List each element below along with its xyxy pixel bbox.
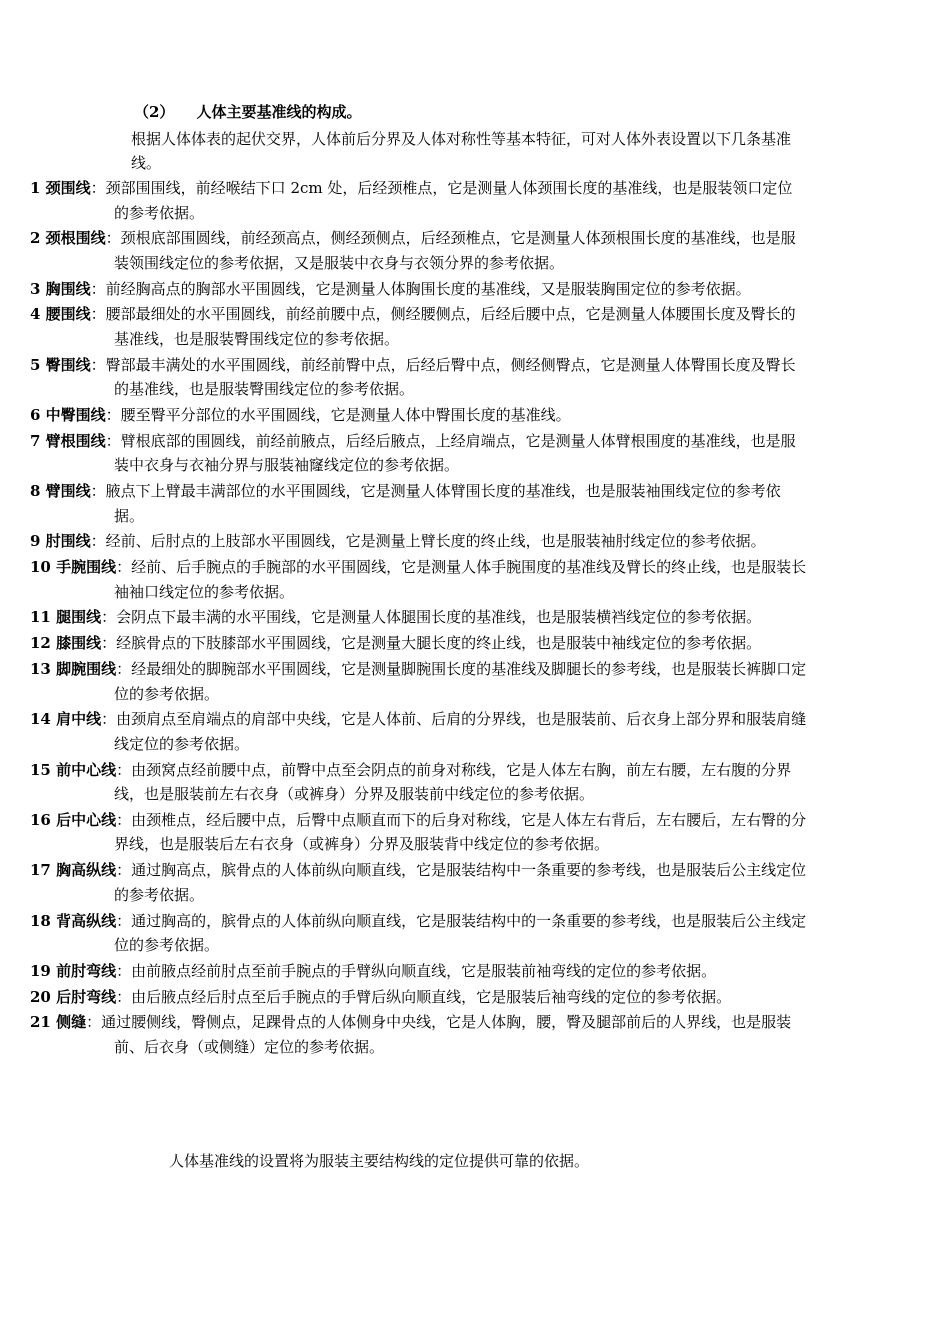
item-text: ：由后腋点经后肘点至后手腕点的手臂后纵向顺直线，它是服装后袖弯线的定位的参考依据。 [116, 987, 732, 1006]
item-label: 1 颈围线 [30, 179, 91, 197]
item-text: ：通过胸高点，膑骨点的人体前纵向顺直线，它是服装结构中一条重要的参考线，也是服装后公主线定位的参考依据。 [114, 861, 807, 904]
item-label: 9 肘围线 [30, 532, 91, 551]
item-label: 7 臂根围线 [30, 431, 106, 450]
list-item [30, 985, 807, 1010]
list-item [30, 529, 807, 554]
list-item [30, 959, 807, 984]
list-item [30, 555, 807, 604]
item-label: 3 胸围线 [30, 279, 91, 298]
list-item [30, 808, 807, 857]
list-item [30, 605, 807, 630]
item-text: ：臂根底部的围圆线，前经前腋点，后经后腋点，上经肩端点，它是测量人体臂根围度的基准线，也是服装中衣身与衣袖分界与服装袖窿线定位的参考依据。 [105, 431, 796, 475]
list-item [30, 707, 807, 756]
item-text: ：由前腋点经前肘点至前手腕点的手臂纵向顺直线，它是服装前袖弯线的定位的参考依据。 [116, 961, 717, 980]
item-label: 19 前肘弯线 [30, 961, 117, 980]
list-item [30, 909, 807, 958]
list-item [30, 277, 807, 302]
item-text: ：颈部围围线，前经喉结下口 2cm 处，后经颈椎点，它是测量人体颈围长度的基准线，也是服装领口定位的参考依据。 [90, 179, 793, 222]
list-item [30, 226, 807, 275]
item-text: ：会阴点下最丰满的水平围线，它是测量人体腿围长度的基准线，也是服装横裆线定位的参考依据。 [101, 608, 762, 627]
section-number: （2） [134, 103, 175, 121]
intro-paragraph: 根据人体体表的起伏交界，人体前后分界及人体对称性等基本特征，可对人体外表设置以下几条基准线。 [131, 130, 792, 172]
item-label: 12 膝围线 [30, 634, 102, 653]
item-label: 16 后中心线 [30, 810, 117, 829]
item-label: 4 腰围线 [30, 305, 91, 324]
item-label: 18 背高纵线 [30, 911, 117, 930]
item-text: ：经前、后手腕点的手腕部的水平围圆线，它是测量人体手腕围度的基准线及臂长的终止线，也是服装长袖袖口线定位的参考依据。 [114, 558, 807, 601]
item-label: 11 腿围线 [30, 608, 102, 627]
item-label: 15 前中心线 [30, 760, 117, 779]
item-label: 8 臂围线 [30, 482, 91, 501]
item-text: ：腰至臀平分部位的水平围圆线，它是测量人体中臀围长度的基准线。 [105, 405, 571, 424]
list-item [30, 429, 807, 478]
item-text: ：腋点下上臂最丰满部位的水平围圆线，它是测量人体臂围长度的基准线，也是服装袖围线定位的参考依据。 [90, 482, 781, 525]
section-title: 人体主要基准线的构成。 [196, 103, 362, 121]
item-label: 21 侧缝 [30, 1013, 87, 1032]
section-heading [134, 101, 361, 123]
item-text: ：前经胸高点的胸部水平围圆线，它是测量人体胸围长度的基准线，又是服装胸围定位的参考依据。 [90, 279, 751, 298]
item-label: 10 手腕围线 [30, 558, 117, 577]
item-label: 14 肩中线 [30, 710, 102, 729]
item-text: ：由颈椎点，经后腰中点，后臀中点顺直而下的后身对称线，它是人体左右背后，左右腰后，左右臀的分界线，也是服装后左右衣身（或裤身）分界及服装背中线定位的参考依据。 [114, 810, 807, 854]
item-text: ：臀部最丰满处的水平围圆线，前经前臀中点，后经后臀中点，侧经侧臀点，它是测量人体臀围长度及臀长的基准线，也是服装臀围线定位的参考依据。 [90, 355, 796, 399]
list-item [30, 302, 807, 351]
list-item [30, 657, 807, 706]
item-text: ：由颈肩点至肩端点的肩部中央线，它是人体前、后肩的分界线，也是服装前、后衣身上部分界和服装肩缝线定位的参考依据。 [101, 710, 807, 753]
item-text: ：经前、后肘点的上肢部水平围圆线，它是测量上臂长度的终止线，也是服装袖肘线定位的参考依据。 [90, 532, 766, 551]
item-text: ：经最细处的脚腕部水平围圆线，它是测量脚腕围长度的基准线及脚腿长的参考线，也是服装长裤脚口定位的参考依据。 [114, 660, 807, 703]
conclusion-paragraph: 人体基准线的设置将为服装主要结构线的定位提供可靠的依据。 [169, 1152, 590, 1170]
item-label: 2 颈根围线 [30, 229, 106, 248]
list-item [30, 479, 807, 528]
item-label: 5 臀围线 [30, 355, 91, 374]
item-label: 13 脚腕围线 [30, 660, 117, 679]
list-item [30, 1010, 807, 1059]
list-item [30, 631, 807, 656]
item-label: 20 后肘弯线 [30, 987, 117, 1006]
item-label: 6 中臀围线 [30, 405, 106, 424]
list-item [30, 176, 807, 225]
item-text: ：通过胸高的，膑骨点的人体前纵向顺直线，它是服装结构中的一条重要的参考线，也是服装后公主线定位的参考依据。 [114, 911, 807, 955]
list-item [30, 403, 807, 428]
baseline-list [30, 176, 807, 1061]
item-text: ：经膑骨点的下肢膝部水平围圆线，它是测量大腿长度的终止线，也是服装中袖线定位的参考依据。 [101, 634, 762, 653]
item-text: ：由颈窝点经前腰中点，前臀中点至会阴点的前身对称线，它是人体左右胸，前左右腰，左右腹的分界线，也是服装前左右衣身（或裤身）分界及服装前中线定位的参考依据。 [114, 760, 792, 804]
list-item [30, 858, 807, 907]
list-item [30, 353, 807, 402]
item-text: ：颈根底部围圆线，前经颈高点，侧经颈侧点，后经颈椎点，它是测量人体颈根围长度的基准线，也是服装领围线定位的参考依据，又是服装中衣身与衣领分界的参考依据。 [105, 229, 796, 272]
list-item [30, 758, 807, 807]
item-label: 17 胸高纵线 [30, 861, 117, 880]
item-text: ：腰部最细处的水平围圆线，前经前腰中点，侧经腰侧点，后经后腰中点，它是测量人体腰围长度及臀长的基准线，也是服装臀围线定位的参考依据。 [90, 305, 796, 348]
item-text: ：通过腰侧线，臀侧点，足踝骨点的人体侧身中央线，它是人体胸，腰，臀及腿部前后的人界线，也是服装前、后衣身（或侧缝）定位的参考依据。 [86, 1013, 792, 1056]
